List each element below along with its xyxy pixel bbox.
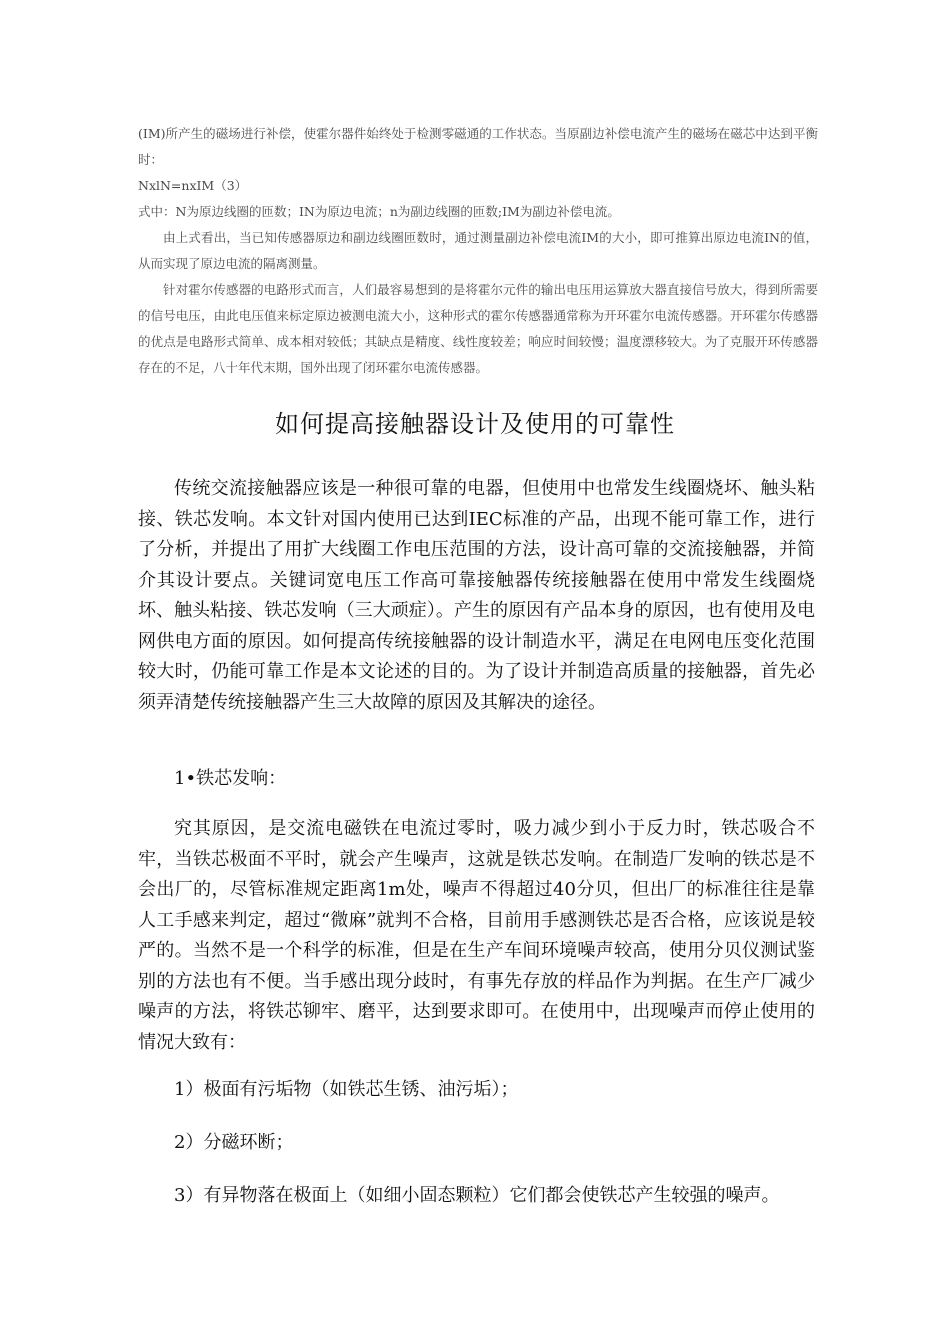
- formula-definition: 式中：N为原边线圈的匝数；IN为原边电流；n为副边线圈的匝数;IM为副边补偿电流。: [138, 204, 620, 219]
- article-body: [138, 474, 815, 718]
- list-item: 1）极面有污垢物（如铁芯生锈、油污垢）；: [174, 1079, 519, 1100]
- list-item: 3）有异物落在极面上（如细小固态颗粒）它们都会使铁芯产生较强的噪声。: [174, 1185, 780, 1206]
- top-paragraph-2: 由上式看出，当已知传感器原边和副边线圈匝数时，通过测量副边补偿电流IM的大小，即可推算出原边电流IN的值，从而实现了原边电流的隔离测量。: [138, 230, 818, 271]
- section-1: [138, 764, 815, 795]
- top-paragraph-1: (IM)所产生的磁场进行补偿，使霍尔器件始终处于检测零磁通的工作状态。当原副边补偿电流产生的磁场在磁芯中达到平衡时：: [138, 126, 818, 167]
- intro-paragraph: 传统交流接触器应该是一种很可靠的电器，但使用中也常发生线圈烧坏、触头粘接、铁芯发响。本文针对国内使用已达到IEC标准的产品，出现不能可靠工作，进行了分析，并提出了用扩大线圈工作电压范围的方法，设计高可靠的交流接触器，并简介其设计要点。关键词宽电压工作高可靠接触器传统接触器在使用中常发生线圈烧坏、触头粘接、铁芯发响（三大顽症）。产生的原因有产品本身的原因，也有使用及电网供电方面的原因。如何提高传统接触器的设计制造水平，满足在电网电压变化范围较大时，仍能可靠工作是本文论述的目的。为了设计并制造高质量的接触器，首先必须弄清楚传统接触器产生三大故障的原因及其解决的途径。: [138, 478, 815, 713]
- formula-line: NxlN=nxIM（3）: [138, 178, 248, 193]
- list-item: 2）分磁环断；: [174, 1132, 294, 1153]
- top-paragraph-3: 针对霍尔传感器的电路形式而言，人们最容易想到的是将霍尔元件的输出电压用运算放大器直接信号放大，得到所需要的信号电压，由此电压值来标定原边被测电流大小，这种形式的霍尔传感器通常称为开环霍尔电流传感器。开环霍尔传感器的优点是电路形式简单、成本相对较低；其缺点是精度、线性度较差；响应时间较慢；温度漂移较大。为了克服开环传感器存在的不足，八十年代末期，国外出现了闭环霍尔电流传感器。: [138, 282, 818, 375]
- section-body-paragraph: 究其原因，是交流电磁铁在电流过零时，吸力减少到小于反力时，铁芯吸合不牢，当铁芯极面不平时，就会产生噪声，这就是铁芯发响。在制造厂发响的铁芯是不会出厂的，尽管标准规定距离1m处，噪声不得超过40分贝，但出厂的标准往往是靠人工手感来判定，超过“微麻”就判不合格，目前用手感测铁芯是否合格，应该说是较严的。当然不是一个科学的标准，但是在生产车间环境噪声较高，使用分贝仪测试鉴别的方法也有不便。当手感出现分歧时，有事先存放的样品作为判据。在生产厂减少噪声的方法，将铁芯铆牢、磨平，达到要求即可。在使用中，出现噪声而停止使用的情况大致有：: [138, 818, 815, 1053]
- section-1-body-wrap: [138, 814, 815, 1058]
- article-title: 如何提高接触器设计及使用的可靠性: [275, 410, 675, 438]
- section-heading: 1•铁芯发响：: [174, 768, 287, 789]
- top-section: [138, 121, 818, 381]
